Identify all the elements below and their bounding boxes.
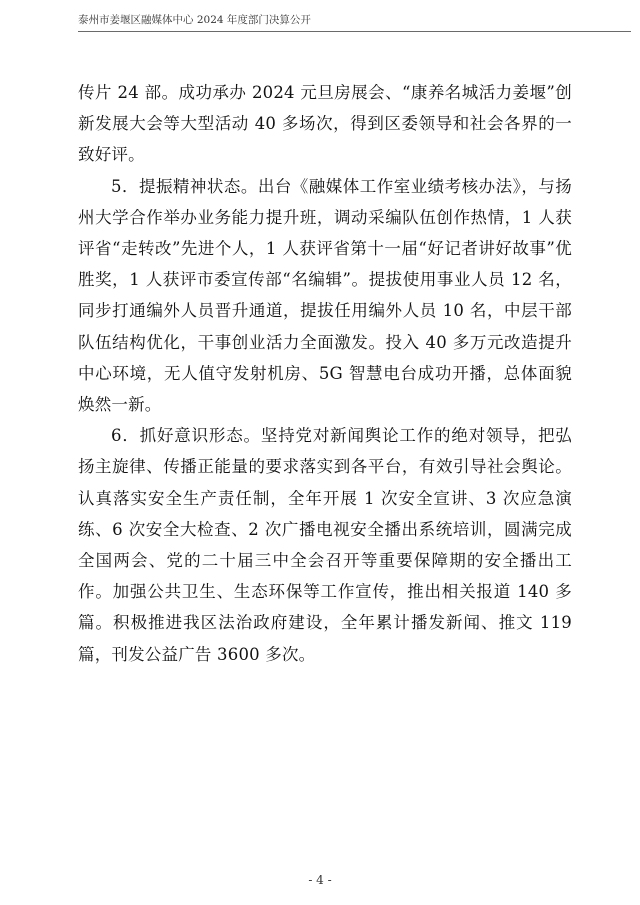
paragraph-continuation: 传片 24 部。成功承办 2024 元旦房展会、“康养名城活力姜堰”创新发展大会等大型活动 40 多场次，得到区委领导和社会各界的一致好评。 bbox=[78, 83, 572, 165]
header-title: 泰州市姜堰区融媒体中心 2024 年度部门决算公开 bbox=[78, 14, 311, 26]
paragraph-item-5: 5．提振精神状态。出台《融媒体工作室业绩考核办法》，与扬州大学合作举办业务能力提升班，调动采编队伍创作热情，1 人获评省“走转改”先进个人，1 人获评省第十一届“好记者讲好故事”优胜奖，1 人获评市委宣传部“名编辑”。提拔使用事业人员 12 名，同步打通编外人员晋升通道，提拔任用编外人员 10 名，中层干部队伍结构优化，干事创业活力全面激发。投入 40 多万元改造提升中心环境，无人值守发射机房、5G 智慧电台成功开播，总体面貌焕然一新。 bbox=[78, 176, 572, 415]
paragraph-item-6: 6．抓好意识形态。坚持党对新闻舆论工作的绝对领导，把弘扬主旋律、传播正能量的要求落实到各平台，有效引导社会舆论。认真落实安全生产责任制，全年开展 1 次安全宣讲、3 次应急演练、6 次安全大检查、2 次广播电视安全播出系统培训，圆满完成全国两会、党的二十届三中全会召开等重要保障期的安全播出工作。加强公共卫生、生态环保等工作宣传，推出相关报道 140 多篇。积极推进我区法治政府建设，全年累计播发新闻、推文 119 篇，刊发公益广告 3600 多次。 bbox=[78, 426, 572, 664]
page-header bbox=[78, 13, 631, 32]
document-body bbox=[78, 77, 572, 670]
page-number: - 4 - bbox=[308, 873, 332, 887]
